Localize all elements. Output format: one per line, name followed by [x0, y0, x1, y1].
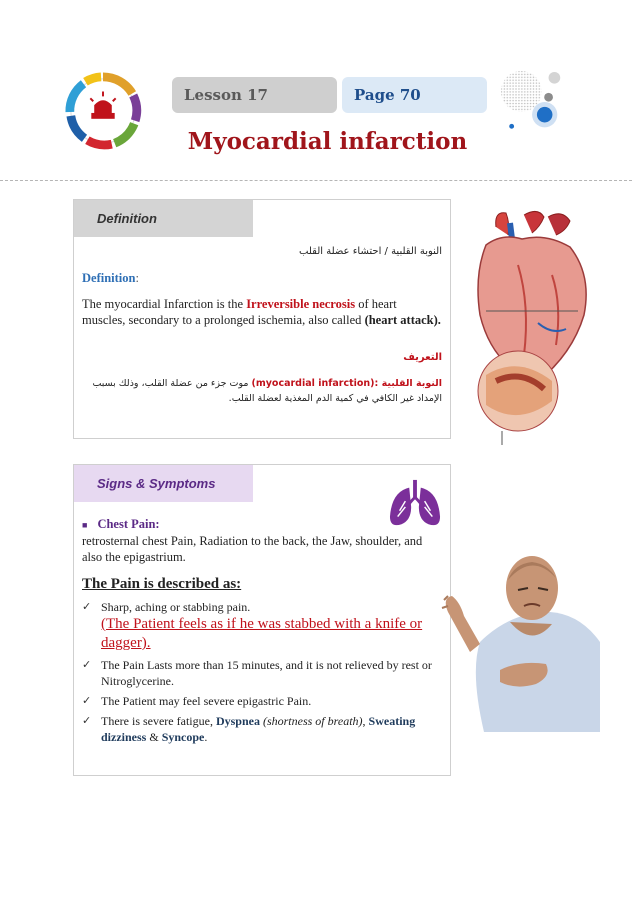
- list-item: ✓ The Pain Lasts more than 15 minutes, and it is not relieved by rest or Nitroglycerine.: [82, 658, 432, 688]
- page-title: Myocardial infarction: [187, 128, 468, 155]
- heart-illustration: [466, 205, 596, 450]
- chest-pain-man-illustration: [440, 552, 600, 732]
- pain-heading: The Pain is described as:: [82, 576, 242, 592]
- arabic-definition: النوبة القلبية (myocardial infarction): موت جزء من عضلة القلب، وذلك بسبب الإمداد غير الكافي في كمية الدم المغذية لعضلة القلب.: [92, 378, 442, 404]
- arabic-heading: التعريف: [403, 352, 442, 363]
- page-badge: Page 70: [342, 77, 487, 113]
- check-icon: ✓: [82, 658, 92, 671]
- stab-note: (The Patient feels as if he was stabbed with a knife or dagger).: [101, 616, 423, 651]
- lesson-badge: Lesson 17: [172, 77, 337, 113]
- list-item: ✓ The Patient may feel severe epigastric Pain.: [82, 694, 312, 708]
- list-item: ✓ Sharp, aching or stabbing pain. (The Patient feels as if he was stabbed with a knife or dagger).: [82, 599, 442, 653]
- symptom-list: [82, 599, 442, 749]
- emergency-siren-icon: [64, 72, 142, 150]
- arabic-term: النوبة القلبية / احتشاء عضلة القلب: [299, 246, 442, 257]
- symptoms-tab: Signs & Symptoms: [74, 465, 253, 502]
- check-icon: ✓: [82, 694, 92, 707]
- chest-pain-text: retrosternal chest Pain, Radiation to the back, the Jaw, shoulder, and also the epigastrium.: [82, 534, 423, 564]
- check-icon: ✓: [82, 714, 92, 727]
- list-item: ✓ There is severe fatigue, Dyspnea (shortness of breath), Sweating dizziness & Syncope.: [82, 714, 416, 744]
- definition-box: [73, 199, 451, 439]
- definition-tab: Definition: [74, 200, 253, 237]
- circles-decoration-icon: [500, 70, 568, 138]
- divider: [0, 180, 632, 181]
- chest-pain-label: ■ Chest Pain:: [82, 517, 160, 531]
- definition-text: The myocardial Infarction is the Irreversible necrosis of heart muscles, secondary to a prolonged ischemia, also called (heart attack).: [82, 297, 441, 327]
- check-icon: ✓: [82, 600, 92, 613]
- definition-label: Definition:: [82, 271, 139, 285]
- lungs-icon: [386, 478, 444, 530]
- square-bullet-icon: ■: [82, 520, 88, 530]
